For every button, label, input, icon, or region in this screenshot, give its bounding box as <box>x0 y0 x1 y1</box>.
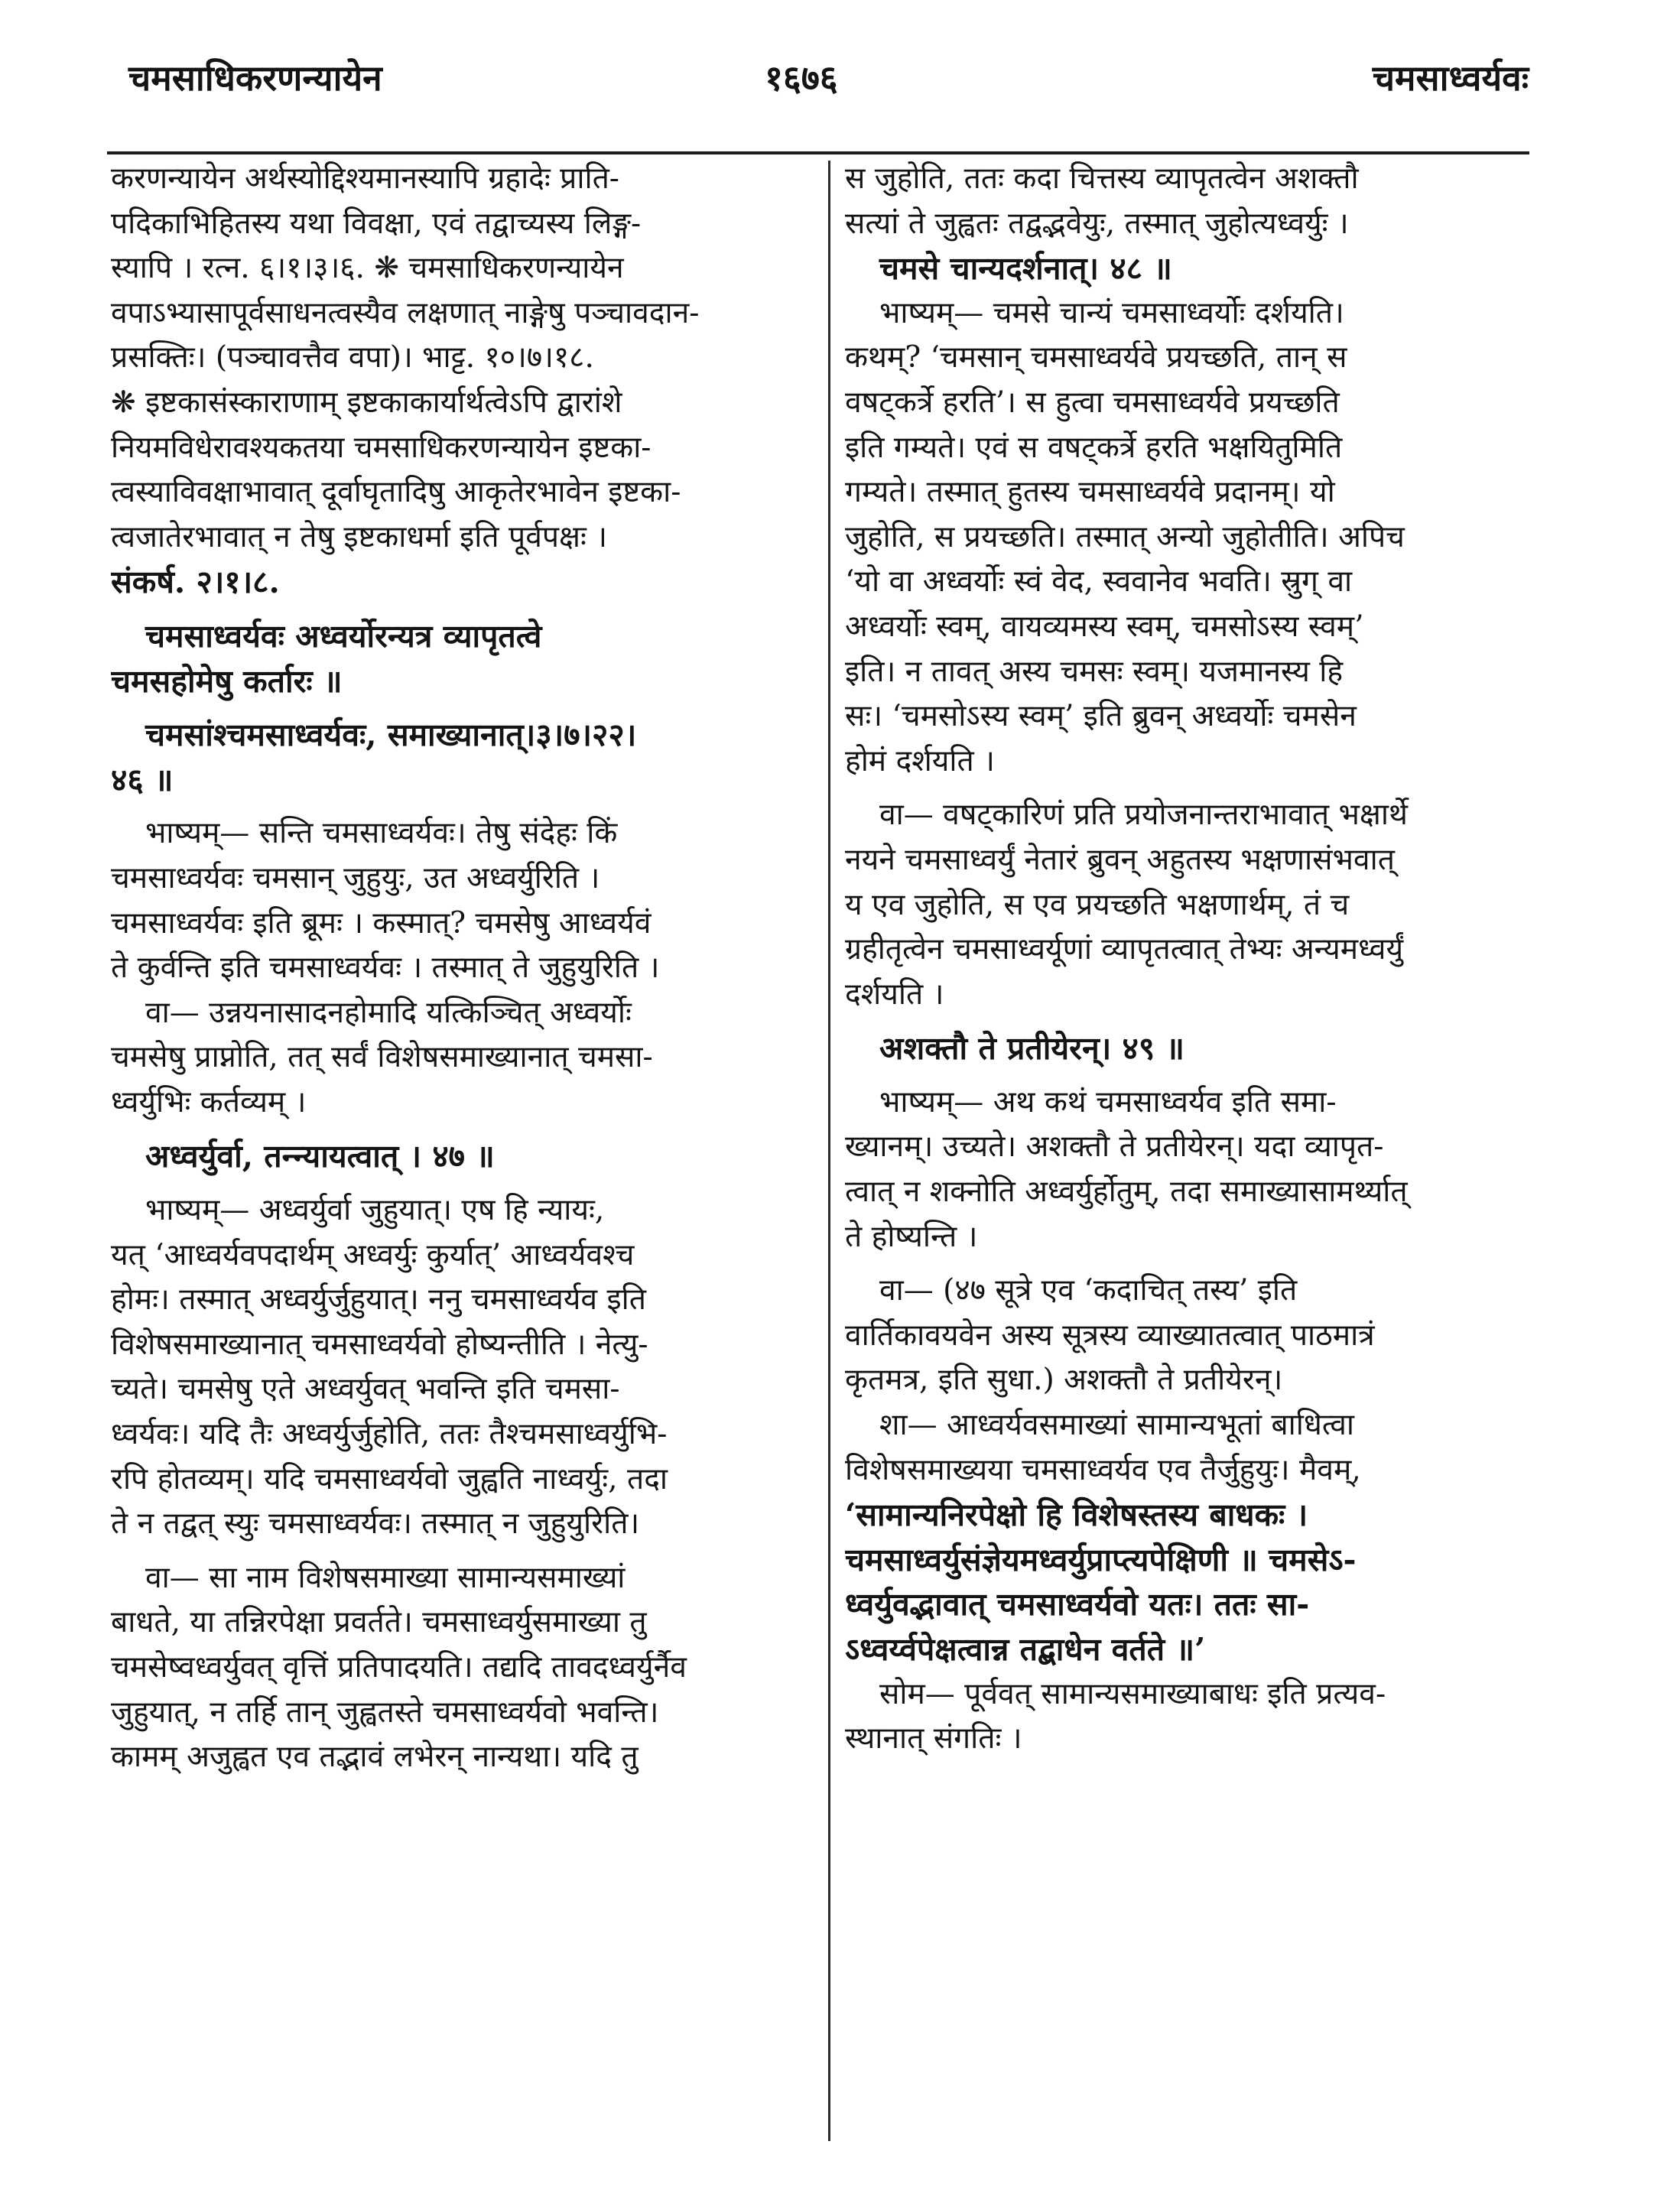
text-line: इति। न तावत् अस्य चमसः स्वम्। यजमानस्य हि <box>845 654 1344 689</box>
text-line: ग्रहीतृत्वेन चमसाध्वर्यूणां व्यापृतत्वात् तेभ्यः अन्यमध्वर्युं <box>845 932 1404 967</box>
text-line: ख्यानम्। उच्यते। अशक्तौ ते प्रतीयेरन्। यदा व्यापृत- <box>845 1129 1384 1165</box>
text-line: दर्शयति । <box>845 976 944 1012</box>
text-line: ध्वर्यवः। यदि तैः अध्वर्युर्जुहोति, ततः तैश्चमसाध्वर्युभि- <box>111 1417 668 1452</box>
text-line: रपि होतव्यम्। यदि चमसाध्वर्यवो जुह्वति नाध्वर्युः, तदा <box>111 1461 668 1496</box>
sutra-48: चमसे चान्यदर्शनात्। ४८ ॥ <box>879 250 1172 288</box>
text-line: ते होष्यन्ति । <box>845 1219 978 1254</box>
verse-line: ऽध्वर्य्वपेक्षत्वान्न तद्बाधेन वर्तते ॥’ <box>845 1631 1206 1668</box>
section-heading: चमसहोमेषु कर्तारः ॥ <box>111 662 343 700</box>
running-header-left: चमसाधिकरणन्यायेन <box>128 57 382 99</box>
text-line: अध्वर्योः स्वम्, वायव्यमस्य स्वम्, चमसोऽस्य स्वम्’ <box>845 609 1364 644</box>
text-line: चमसेष्वध्वर्युवत् वृत्तिं प्रतिपादयति। तद्यदि तावदध्वर्युर्नैव <box>111 1650 687 1685</box>
text-line: चमसाध्वर्यवः चमसान् जुहुयुः, उत अध्वर्युरिति । <box>111 860 600 895</box>
text-line: सत्यां ते जुह्वतः तद्वद्भवेयुः, तस्मात् जुहोत्यध्वर्युः । <box>845 206 1349 241</box>
text-line: त्वजातेरभावात् न तेषु इष्टकाधर्मा इति पूर्वपक्षः । <box>111 519 608 554</box>
text-line: ❋ इष्टकासंस्काराणाम् इष्टकाकार्यार्थत्वेऽपि द्वारांशे <box>111 385 622 420</box>
sutra-46: चमसांश्चमसाध्वर्यवः, समाख्यानात्।३।७।२२। <box>145 716 637 754</box>
text-line: नयने चमसाध्वर्युं नेतारं ब्रुवन् अहुतस्य भक्षणासंभवात् <box>845 842 1395 877</box>
bhashya-para: भाष्यम्— अथ कथं चमसाध्वर्यव इति समा- <box>879 1084 1337 1119</box>
text-line: वषट्कर्त्रे हरति’। स हुत्वा चमसाध्वर्यवे प्रयच्छति <box>845 385 1340 420</box>
vartika-para: वा— उन्नयनासादनहोमादि यत्किञ्चित् अध्वर्योः <box>145 995 632 1030</box>
text-line: च्यते। चमसेषु एते अध्वर्युवत् भवन्ति इति चमसा- <box>111 1372 620 1407</box>
bhashya-para: भाष्यम्— चमसे चान्यं चमसाध्वर्योः दर्शयति। <box>879 295 1344 330</box>
text-line: नियमविधेरावश्यकतया चमसाधिकरणन्यायेन इष्टका- <box>111 430 652 465</box>
text-line: विशेषसमाख्यया चमसाध्वर्यव एव तैर्जुहुयुः। मैवम्, <box>845 1452 1361 1487</box>
sutra-46-number: ४६ ॥ <box>111 761 174 798</box>
text-line: होमः। तस्मात् अध्वर्युर्जुहुयात्। ननु चमसाध्वर्यव इति <box>111 1282 646 1318</box>
text-line: चमसेषु प्राप्नोति, तत् सर्वं विशेषसमाख्यानात् चमसा- <box>111 1040 653 1075</box>
text-line: य एव जुहोति, स एव प्रयच्छति भक्षणार्थम्, तं च <box>845 887 1350 922</box>
header-rule <box>107 151 1529 154</box>
text-line: इति गम्यते। एवं स वषट्कर्त्रे हरति भक्षयितुमिति <box>845 430 1343 465</box>
right-column <box>845 157 1529 1762</box>
text-line: त्वस्याविवक्षाभावात् दूर्वाघृतादिषु आकृतेरभावेन इष्टका- <box>111 475 681 510</box>
text-line: कृतमत्र, इति सुधा.) अशक्तौ ते प्रतीयेरन्। <box>845 1363 1283 1398</box>
vartika-para: वा— वषट्कारिणं प्रति प्रयोजनान्तराभावात् भक्षार्थे <box>879 798 1408 833</box>
text-line: होमं दर्शयति । <box>845 743 995 778</box>
text-line: विशेषसमाख्यानात् चमसाध्वर्यवो होष्यन्तीति । नेत्यु- <box>111 1327 648 1362</box>
text-line: करणन्यायेन अर्थस्योद्दिश्यमानस्यापि ग्रहादेः प्राति- <box>111 161 619 196</box>
text-line: जुहोति, स प्रयच्छति। तस्मात् अन्यो जुहोतीति। अपिच <box>845 519 1405 554</box>
vartika-para: वा— (४७ सूत्रे एव ‘कदाचित् तस्य’ इति <box>879 1273 1298 1308</box>
text-line: वार्तिकावयवेन अस्य सूत्रस्य व्याख्यातत्वात् पाठमात्रं <box>845 1318 1375 1353</box>
bhashya-para: भाष्यम्— सन्ति चमसाध्वर्यवः। तेषु संदेहः किं <box>145 816 618 851</box>
sutra-49: अशक्तौ ते प्रतीयेरन्। ४९ ॥ <box>879 1030 1184 1067</box>
text-line: चमसाध्वर्यवः इति ब्रूमः । कस्मात्? चमसेषु आध्वर्यवं <box>111 905 652 941</box>
verse-line: ध्वर्युवद्भावात् चमसाध्वर्यवो यतः। ततः सा- <box>845 1586 1310 1623</box>
bhashya-para: भाष्यम्— अध्वर्युर्वा जुहुयात्। एष हि न्यायः, <box>145 1193 605 1228</box>
vartika-para: वा— सा नाम विशेषसमाख्या सामान्यसमाख्यां <box>145 1560 626 1595</box>
text-line: यत् ‘आध्वर्यवपदार्थम् अध्वर्युः कुर्यात्’ आध्वर्यवश्च <box>111 1237 635 1272</box>
sutra-47: अध्वर्युर्वा, तन्न्यायत्वात् । ४७ ॥ <box>145 1138 495 1175</box>
text-line: गम्यते। तस्मात् हुतस्य चमसाध्वर्यवे प्रदानम्। यो <box>845 475 1335 510</box>
text-line: बाधते, या तन्निरपेक्षा प्रवर्तते। चमसाध्वर्युसमाख्या तु <box>111 1605 647 1640</box>
reference-line: संकर्ष. २।१।८. <box>111 564 280 601</box>
text-line: स्यापि । रत्न. ६।१।३।६. ❋ चमसाधिकरणन्यायेन <box>111 251 624 286</box>
text-line: कामम् अजुह्वत एव तद्भावं लभेरन् नान्यथा। यदि तु <box>111 1740 639 1775</box>
text-line: जुहुयात्, न तर्हि तान् जुह्वतस्ते चमसाध्वर्यवो भवन्ति। <box>111 1694 659 1730</box>
text-line: पदिकाभिहितस्य यथा विवक्षा, एवं तद्वाच्यस्य लिङ्ग- <box>111 206 642 241</box>
text-line: स्थानात् संगतिः । <box>845 1721 1022 1756</box>
verse-line: ‘सामान्यनिरपेक्षो हि विशेषस्तस्य बाधकः । <box>845 1496 1308 1534</box>
text-line: ध्वर्युभिः कर्तव्यम् । <box>111 1084 307 1119</box>
left-column <box>111 157 795 1780</box>
column-divider <box>828 161 830 2141</box>
verse-line: चमसाध्वर्युसंज्ञेयमध्वर्युप्राप्त्यपेक्षिणी ॥ चमसेऽ- <box>845 1541 1357 1578</box>
shastradipika-para: शा— आध्वर्यवसमाख्यां सामान्यभूतां बाधित्वा <box>879 1408 1354 1443</box>
text-line: ‘यो वा अध्वर्योः स्वं वेद, स्ववानेव भवति। स्रुग् वा <box>845 564 1353 599</box>
text-line: स जुहोति, ततः कदा चित्तस्य व्यापृतत्वेन अशक्तौ <box>845 161 1359 196</box>
text-line: सः। ‘चमसोऽस्य स्वम्’ इति ब्रुवन् अध्वर्योः चमसेन <box>845 699 1357 734</box>
text-line: ते न तद्वत् स्युः चमसाध्वर्यवः। तस्मात् न जुहुयुरिति। <box>111 1506 640 1542</box>
section-heading: चमसाध्वर्यवः अध्वर्योरन्यत्र व्यापृतत्वे <box>145 617 542 655</box>
somanatha-para: सोम— पूर्ववत् सामान्यसमाख्याबाधः इति प्रत्यव- <box>879 1676 1386 1711</box>
text-line: प्रसक्तिः। (पञ्चावत्तैव वपा)। भाट्ट. १०।७।१८. <box>111 340 594 375</box>
text-line: वपाऽभ्यासापूर्वसाधनत्वस्यैव लक्षणात् नाङ्गेषु पञ्चावदान- <box>111 295 700 330</box>
page-number: १६७६ <box>765 57 838 99</box>
text-line: ते कुर्वन्ति इति चमसाध्वर्यवः । तस्मात् ते जुहुयुरिति । <box>111 950 660 986</box>
running-header-right: चमसाध्वर्यवः <box>1372 57 1529 99</box>
text-line: त्वात् न शक्नोति अध्वर्युर्होतुम्, तदा समाख्यासामर्थ्यात् <box>845 1175 1408 1210</box>
text-line: कथम्? ‘चमसान् चमसाध्वर्यवे प्रयच्छति, तान् स <box>845 340 1347 375</box>
